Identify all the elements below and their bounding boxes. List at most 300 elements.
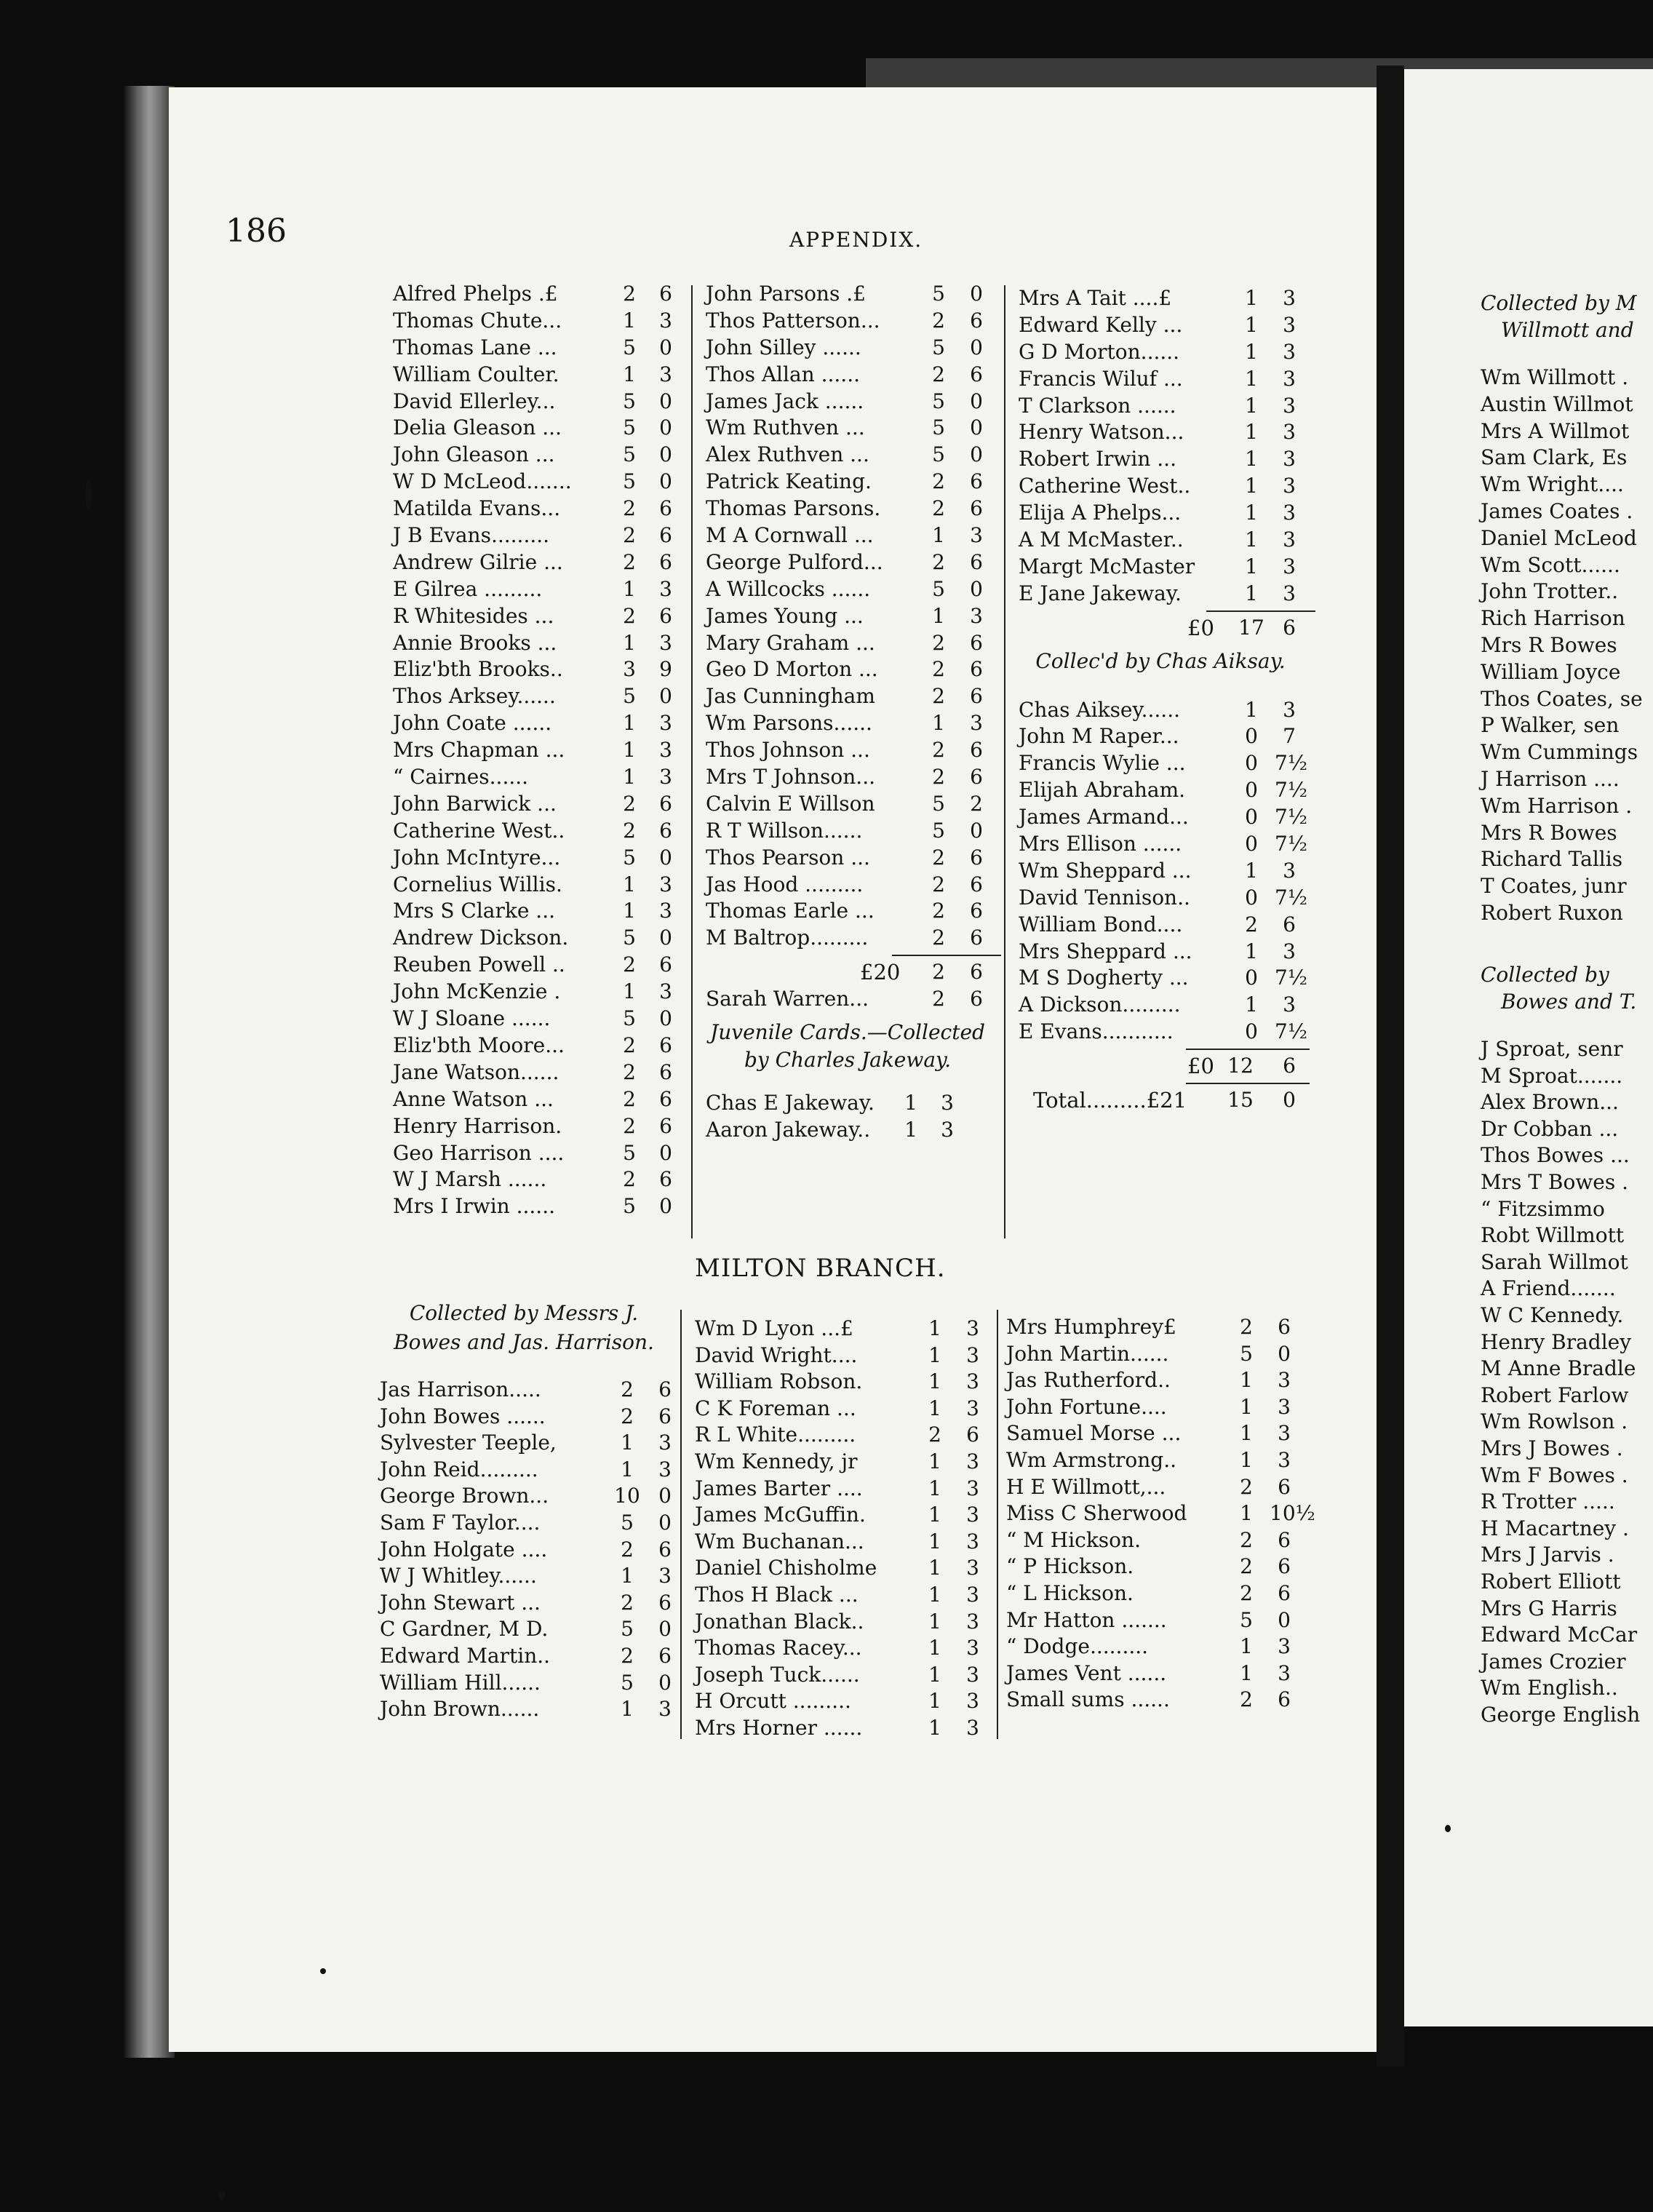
list-item: Robt Willmott xyxy=(1481,1223,1625,1248)
pence-value: 6 xyxy=(659,818,672,843)
contributor-name: Jas Cunningham xyxy=(706,684,875,709)
list-item xyxy=(706,737,997,764)
contributor-name: R L White......... xyxy=(695,1423,856,1447)
list-item xyxy=(706,710,997,737)
pence-value: 3 xyxy=(659,979,672,1004)
contributor-name: G D Morton...... xyxy=(1019,339,1180,364)
list-item xyxy=(393,791,684,818)
list-item xyxy=(1019,285,1310,312)
contributor-name: John Bowes ...... xyxy=(380,1404,546,1428)
contributor-name: Mrs Humphrey£ xyxy=(1006,1315,1176,1339)
pence-value: 7½ xyxy=(1275,778,1307,803)
shillings-value: 2 xyxy=(932,845,945,870)
pence-value: 3 xyxy=(1283,366,1296,391)
pence-value: 0 xyxy=(659,389,672,413)
contributor-name: A Willcocks ...... xyxy=(706,576,871,601)
list-item xyxy=(1019,831,1310,858)
contributor-name: Thomas Parsons. xyxy=(706,496,881,521)
contributor-name: Patrick Keating. xyxy=(706,469,872,494)
shillings-value: 1 xyxy=(623,576,636,601)
contributor-name: Thos Allan ...... xyxy=(706,362,860,386)
list-item: Wm Willmott . xyxy=(1481,365,1629,389)
pence-value: 6 xyxy=(1278,1474,1291,1499)
pence-value: 3 xyxy=(658,1697,672,1722)
shillings-value: 2 xyxy=(932,308,945,333)
shillings-value: 1 xyxy=(932,711,945,736)
contributor-name: Jane Watson...... xyxy=(393,1059,559,1084)
pence-value: 6 xyxy=(970,926,983,950)
pence-value: 7½ xyxy=(1275,832,1307,856)
pence-value: 0 xyxy=(658,1617,672,1642)
contributor-name: John Fortune.... xyxy=(1006,1394,1167,1419)
pence-value: 3 xyxy=(966,1316,979,1340)
contributor-name: Delia Gleason ... xyxy=(393,415,562,440)
list-item xyxy=(706,389,997,415)
list-item: James Coates . xyxy=(1481,499,1633,523)
list-item xyxy=(393,362,684,389)
contributor-name: W J Whitley...... xyxy=(380,1564,537,1588)
list-item: Henry Bradley xyxy=(1481,1329,1632,1354)
list-item xyxy=(1019,697,1310,724)
shillings-value: 1 xyxy=(621,1457,634,1481)
pence-value: 0 xyxy=(658,1510,672,1535)
contributor-name: William Bond.... xyxy=(1019,912,1183,936)
list-item: Wm Wright.... xyxy=(1481,472,1624,497)
pence-value: 3 xyxy=(966,1689,979,1714)
list-item xyxy=(695,1635,986,1662)
contributor-name: Chas Aiksey...... xyxy=(1019,697,1181,722)
list-item xyxy=(706,656,997,683)
list-item: Robert Ruxon xyxy=(1481,901,1623,925)
pence-value: 3 xyxy=(658,1564,672,1588)
contributor-name: Sylvester Teeple, xyxy=(380,1431,557,1455)
shillings-value: 1 xyxy=(1240,1660,1253,1685)
list-item xyxy=(393,415,684,442)
contributor-name: Edward Martin.. xyxy=(380,1643,551,1668)
shillings-value: 1 xyxy=(623,872,636,896)
pence-value: 3 xyxy=(966,1662,979,1687)
pence-value: 6 xyxy=(659,1033,672,1057)
contributor-name: Wm Kennedy, jr xyxy=(695,1449,858,1473)
contributor-name: A M McMaster.. xyxy=(1019,528,1184,552)
contributor-name: John Silley ...... xyxy=(706,335,861,359)
shillings-value: 1 xyxy=(1245,474,1258,498)
list-item: Rich Harrison xyxy=(1481,606,1625,631)
shillings-value: 5 xyxy=(932,576,945,601)
list-item xyxy=(706,925,997,952)
shillings-value: 1 xyxy=(928,1342,941,1367)
pence-value: 6 xyxy=(970,549,983,574)
shillings-value: 1 xyxy=(904,1091,917,1115)
pence-value: 6 xyxy=(659,952,672,977)
list-item xyxy=(1019,473,1310,500)
list-item xyxy=(1006,1607,1297,1634)
shillings-value: 1 xyxy=(928,1662,941,1687)
list-item xyxy=(695,1476,986,1503)
list-item xyxy=(1019,446,1310,473)
list-item xyxy=(706,335,997,362)
list-item: H Macartney . xyxy=(1481,1516,1629,1540)
shillings-value: 1 xyxy=(928,1556,941,1580)
pence-value: 6 xyxy=(658,1377,672,1401)
shillings-value: 1 xyxy=(928,1609,941,1634)
shillings-value: 2 xyxy=(623,1086,636,1111)
contributor-name: John Brown...... xyxy=(380,1697,540,1722)
pence-value: 3 xyxy=(966,1503,979,1527)
contributor-name: “ L Hickson. xyxy=(1006,1580,1134,1605)
shillings-value: 1 xyxy=(928,1449,941,1473)
list-item xyxy=(393,1086,684,1113)
contributor-name: Sarah Warren... xyxy=(706,987,869,1011)
list-item xyxy=(706,1117,997,1144)
pence-value: 6 xyxy=(659,603,672,628)
contributor-name: Jas Rutherford.. xyxy=(1006,1368,1171,1393)
shillings-value: 2 xyxy=(932,362,945,386)
contributor-name: James McGuffin. xyxy=(695,1503,866,1527)
list-item: Alex Brown... xyxy=(1481,1090,1619,1115)
list-item xyxy=(706,764,997,791)
shillings-value: 5 xyxy=(623,684,636,709)
contributor-name: Mrs I Irwin ...... xyxy=(393,1194,555,1219)
shillings-value: 5 xyxy=(623,469,636,494)
pence-value: 3 xyxy=(966,1369,979,1394)
list-item: John Trotter.. xyxy=(1481,579,1619,604)
list-item xyxy=(380,1643,671,1670)
list-item xyxy=(393,549,684,576)
contributor-name: Margt McMaster xyxy=(1019,554,1195,578)
pence-value: 0 xyxy=(970,818,983,843)
list-item xyxy=(706,791,997,818)
pence-value: 3 xyxy=(659,308,672,333)
contributor-name: James Jack ...... xyxy=(706,389,864,413)
shillings-value: 10 xyxy=(614,1484,640,1508)
contributor-name: Mr Hatton ....... xyxy=(1006,1607,1167,1632)
list-item xyxy=(706,522,997,549)
milton-collector-text: Collected by Messrs J. Bowes and Jas. Harrison. xyxy=(394,1301,654,1354)
shillings-value: 5 xyxy=(932,791,945,816)
list-item xyxy=(1019,1019,1310,1046)
contributor-name: W D McLeod....... xyxy=(393,469,572,494)
pence-value: 3 xyxy=(941,1091,954,1115)
shillings-value: 1 xyxy=(621,1697,634,1722)
list-item xyxy=(393,737,684,764)
list-item xyxy=(706,630,997,657)
list-item xyxy=(706,872,997,899)
contributor-name: David Ellerley... xyxy=(393,389,556,413)
pence-value: 0 xyxy=(659,1140,672,1165)
list-item xyxy=(706,1090,997,1117)
pence-value: 6 xyxy=(970,469,983,494)
shillings-value: 2 xyxy=(932,765,945,789)
list-item xyxy=(1006,1394,1297,1421)
contributor-name: E Evans........... xyxy=(1019,1019,1174,1044)
pence-value: 6 xyxy=(659,496,672,521)
contributor-name: Wm Armstrong.. xyxy=(1006,1447,1177,1472)
pence-value: 3 xyxy=(970,603,983,628)
list-item xyxy=(393,898,684,925)
list-item xyxy=(393,979,684,1006)
list-item xyxy=(380,1483,671,1510)
contributor-name: Annie Brooks ... xyxy=(393,630,557,655)
list-item: M Sproat....... xyxy=(1481,1063,1623,1088)
shillings-value: 1 xyxy=(1245,554,1258,578)
list-item xyxy=(380,1616,671,1643)
pence-value: 0 xyxy=(658,1670,672,1695)
list-item xyxy=(695,1582,986,1609)
shillings-value: 2 xyxy=(621,1643,634,1668)
list-item xyxy=(1019,500,1310,527)
shillings-value: 0 xyxy=(1245,724,1258,749)
list-item: T Coates, junr xyxy=(1481,874,1627,899)
shillings-value: 2 xyxy=(1240,1527,1253,1552)
list-item xyxy=(1006,1447,1297,1474)
list-item xyxy=(380,1696,671,1723)
page-number: 186 xyxy=(226,212,287,250)
pence-value: 0 xyxy=(659,926,672,950)
contributor-name: Mrs A Tait ....£ xyxy=(1019,286,1172,310)
list-item xyxy=(695,1369,986,1396)
list-item xyxy=(1006,1553,1297,1580)
pence-value: 3 xyxy=(1283,858,1296,883)
list-item: Wm Cummings xyxy=(1481,740,1638,765)
contributor-name: John Reid......... xyxy=(380,1457,538,1481)
list-item xyxy=(393,1006,684,1033)
pence-value: 6 xyxy=(966,1423,979,1447)
list-item xyxy=(393,845,684,872)
shillings-value: 2 xyxy=(932,657,945,682)
shillings-value: 1 xyxy=(623,765,636,789)
shillings-value: 2 xyxy=(1240,1315,1253,1339)
shillings-value: 2 xyxy=(623,791,636,816)
contributor-name: Thos Arksey...... xyxy=(393,684,556,709)
contributor-name: H E Willmott,... xyxy=(1006,1474,1166,1499)
contributor-name: Thomas Lane ... xyxy=(393,335,557,359)
contributor-name: C Gardner, M D. xyxy=(380,1617,549,1642)
contributor-name: John Stewart ... xyxy=(380,1590,541,1615)
shillings-value: 1 xyxy=(1245,339,1258,364)
list-item xyxy=(380,1430,671,1457)
contributor-name: James Young ... xyxy=(706,603,864,628)
list-item xyxy=(706,818,997,845)
list-item: Wm F Bowes . xyxy=(1481,1463,1628,1487)
shillings-value: 2 xyxy=(623,1059,636,1084)
shillings-value: 1 xyxy=(904,1117,917,1142)
contributor-name: E Gilrea ......... xyxy=(393,576,543,601)
list-item xyxy=(706,898,997,925)
contributor-name: Small sums ...... xyxy=(1006,1687,1170,1712)
pence-value: 0 xyxy=(970,389,983,413)
pence-value: 7½ xyxy=(1275,885,1307,910)
pence-value: 6 xyxy=(1278,1687,1291,1712)
list-item xyxy=(393,925,684,952)
milton-column-2 xyxy=(695,1316,986,1742)
column-rule xyxy=(691,285,693,1238)
list-item xyxy=(1019,554,1310,581)
contributor-name: Jas Hood ......... xyxy=(706,872,864,896)
subtotal-row xyxy=(1019,1087,1310,1114)
contributor-name: Thos H Black ... xyxy=(695,1582,859,1607)
shillings-value: 1 xyxy=(1245,858,1258,883)
contributor-name: James Armand... xyxy=(1019,805,1189,830)
pence-value: 3 xyxy=(1283,393,1296,418)
shillings-value: 5 xyxy=(621,1670,634,1695)
list-item: Daniel McLeod xyxy=(1481,525,1637,550)
contributor-name: Henry Watson... xyxy=(1019,420,1184,445)
list-item xyxy=(695,1502,986,1529)
shillings-value: 2 xyxy=(623,282,636,306)
list-item xyxy=(1019,912,1310,939)
contributor-name: Catherine West.. xyxy=(1019,474,1191,498)
pence-value: 3 xyxy=(966,1556,979,1580)
list-item xyxy=(1006,1660,1297,1687)
collector-heading: Collected by xyxy=(1481,963,1609,987)
shillings-value: 1 xyxy=(1245,393,1258,418)
scan-speck xyxy=(320,1968,326,1974)
contributor-name: “ P Hickson. xyxy=(1006,1554,1134,1579)
pence-value: 6 xyxy=(659,1059,672,1084)
list-item xyxy=(695,1316,986,1342)
contributor-name: Mrs Ellison ...... xyxy=(1019,832,1182,856)
pence-value: 0 xyxy=(659,335,672,359)
list-item xyxy=(393,281,684,308)
list-item xyxy=(393,496,684,522)
contributor-name: “ Cairnes...... xyxy=(393,765,529,789)
list-item xyxy=(695,1715,986,1742)
pence-value: 6 xyxy=(658,1590,672,1615)
shillings-value: 2 xyxy=(932,926,945,950)
list-item xyxy=(1006,1367,1297,1394)
list-item xyxy=(695,1662,986,1689)
contributor-name: Anne Watson ... xyxy=(393,1086,554,1111)
collector-heading: Collected by M xyxy=(1481,291,1637,315)
shillings-value: 2 xyxy=(621,1404,634,1428)
list-item: Mrs G Harris xyxy=(1481,1596,1617,1620)
list-item: Thos Bowes ... xyxy=(1481,1143,1630,1168)
pence-value: 6 xyxy=(970,765,983,789)
list-item xyxy=(380,1404,671,1431)
contributor-name: Catherine West.. xyxy=(393,818,565,843)
shillings-value: 1 xyxy=(928,1503,941,1527)
pence-value: 0 xyxy=(659,845,672,870)
scan-speck xyxy=(218,2190,226,2200)
list-item xyxy=(1006,1420,1297,1447)
contributor-name: Wm Parsons...... xyxy=(706,711,872,736)
list-item xyxy=(393,1193,684,1220)
shillings-value: 0 xyxy=(1245,885,1258,910)
list-item xyxy=(706,986,997,1013)
shillings-value: 1 xyxy=(1245,447,1258,472)
shillings-value: 2 xyxy=(932,469,945,494)
list-item xyxy=(706,415,997,442)
contributor-name: Thomas Earle ... xyxy=(706,899,875,923)
pence-value: 3 xyxy=(966,1582,979,1607)
sum-rule xyxy=(1186,1083,1310,1084)
pence-value: 6 xyxy=(658,1404,672,1428)
list-item: Mrs R Bowes xyxy=(1481,633,1617,657)
pence-value: 3 xyxy=(1283,992,1296,1017)
milton-column-3 xyxy=(1006,1314,1315,1714)
contributor-name: Thos Johnson ... xyxy=(706,738,870,763)
contributor-name: John McIntyre... xyxy=(393,845,561,870)
shillings-value: 5 xyxy=(623,926,636,950)
list-item xyxy=(393,1166,684,1193)
pence-value: 3 xyxy=(659,630,672,655)
list-item xyxy=(393,1059,684,1086)
shillings-value: 1 xyxy=(623,362,636,386)
list-item xyxy=(706,442,997,469)
shillings-value: 2 xyxy=(932,987,945,1011)
list-item xyxy=(393,710,684,737)
contributor-name: M Baltrop......... xyxy=(706,926,869,950)
collector-heading: Bowes and T. xyxy=(1501,990,1637,1014)
list-item xyxy=(1019,312,1310,339)
pence-value: 3 xyxy=(659,899,672,923)
list-item xyxy=(1019,339,1310,366)
list-item xyxy=(1006,1634,1297,1660)
shillings-value: 2 xyxy=(621,1377,634,1401)
list-item xyxy=(393,683,684,710)
contributor-name: H Orcutt ......... xyxy=(695,1689,851,1714)
list-item xyxy=(706,281,997,308)
shillings-value: 1 xyxy=(928,1636,941,1660)
shillings-value: 5 xyxy=(932,335,945,359)
shillings-value: 1 xyxy=(928,1529,941,1553)
book-spine xyxy=(124,86,175,2058)
shillings-value: 2 xyxy=(932,630,945,655)
pence-value: 6 xyxy=(1278,1527,1291,1552)
list-item xyxy=(706,576,997,603)
shillings-value: 0 xyxy=(1245,778,1258,803)
collector-heading: Juvenile Cards.—Collected by Charles Jakeway. xyxy=(710,1020,985,1073)
list-item: Edward McCar xyxy=(1481,1623,1638,1647)
list-item: Sarah Willmot xyxy=(1481,1249,1628,1274)
subtotal-shillings: 15 xyxy=(1227,1088,1254,1113)
pence-value: 3 xyxy=(1278,1394,1291,1419)
shillings-value: 1 xyxy=(928,1396,941,1420)
pence-value: 0 xyxy=(658,1484,672,1508)
shillings-value: 2 xyxy=(1240,1580,1253,1605)
contributor-name: Mrs Chapman ... xyxy=(393,738,565,763)
pence-value: 3 xyxy=(659,765,672,789)
shillings-value: 5 xyxy=(623,415,636,440)
subtotal-pence: 6 xyxy=(1283,1054,1296,1078)
pence-value: 6 xyxy=(1278,1554,1291,1579)
contributor-name: Alfred Phelps .£ xyxy=(393,282,558,306)
list-item xyxy=(380,1457,671,1484)
contributor-name: Alex Ruthven ... xyxy=(706,442,869,467)
shillings-value: 2 xyxy=(623,1033,636,1057)
pence-value: 3 xyxy=(659,711,672,736)
contributor-name: George Brown... xyxy=(380,1484,549,1508)
list-item: Sam Clark, Es xyxy=(1481,445,1628,470)
list-item: Richard Tallis xyxy=(1481,847,1623,872)
list-item xyxy=(1019,750,1310,777)
list-item xyxy=(695,1688,986,1715)
shillings-value: 0 xyxy=(1245,832,1258,856)
subtotal-pence: 6 xyxy=(1283,615,1296,640)
contributor-name: Matilda Evans... xyxy=(393,496,561,521)
column-2 xyxy=(706,281,997,1144)
pence-value: 3 xyxy=(966,1342,979,1367)
pence-value: 3 xyxy=(1283,501,1296,525)
list-item xyxy=(1019,777,1310,804)
shillings-value: 2 xyxy=(1245,912,1258,936)
list-item xyxy=(1019,965,1310,992)
pence-value: 3 xyxy=(658,1431,672,1455)
subtotal-pounds: Total.........£21 xyxy=(1033,1088,1187,1113)
sum-rule xyxy=(1186,1049,1310,1050)
pence-value: 0 xyxy=(659,1006,672,1031)
